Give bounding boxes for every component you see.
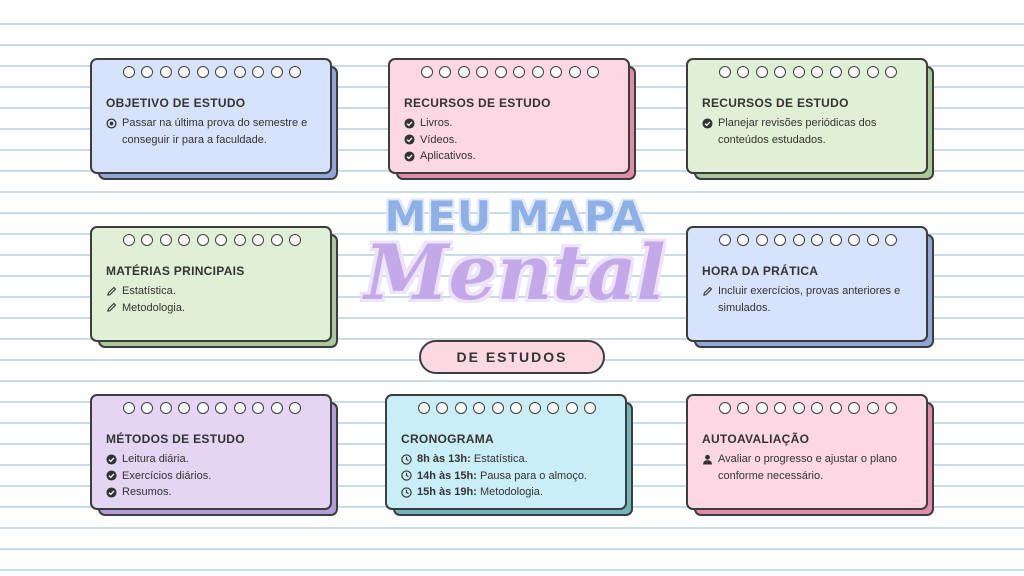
card-title: MÉTODOS DE ESTUDO <box>106 432 245 446</box>
list-item: Vídeos. <box>404 132 616 149</box>
spiral-rings <box>404 66 616 82</box>
check-circle-icon <box>106 487 117 498</box>
card-face <box>90 58 332 174</box>
card-face <box>90 394 332 510</box>
card-title: HORA DA PRÁTICA <box>702 264 819 278</box>
card-title: CRONOGRAMA <box>401 432 494 446</box>
card-items <box>106 451 318 501</box>
card-cronograma <box>385 394 627 510</box>
card-title: RECURSOS DE ESTUDO <box>702 96 849 110</box>
pencil-icon <box>106 286 117 297</box>
card-items <box>106 115 318 148</box>
card-items <box>404 115 616 165</box>
card-face <box>686 58 928 174</box>
title-mental: Mental <box>364 228 666 317</box>
list-item: Exercícios diários. <box>106 468 318 485</box>
spiral-rings <box>702 66 914 82</box>
check-circle-icon <box>106 454 117 465</box>
target-icon <box>106 118 117 129</box>
card-title: AUTOAVALIAÇÃO <box>702 432 810 446</box>
check-circle-icon <box>404 118 415 129</box>
subtitle-pill: DE ESTUDOS <box>419 340 605 374</box>
list-item: Planejar revisões periódicas dos conteúdos estudados. <box>702 115 914 148</box>
check-circle-icon <box>106 470 117 481</box>
card-title: MATÉRIAS PRINCIPAIS <box>106 264 245 278</box>
check-circle-icon <box>404 151 415 162</box>
card-face <box>686 226 928 342</box>
card-materias <box>90 226 332 342</box>
clock-icon <box>401 487 412 498</box>
card-items <box>702 451 914 484</box>
list-item: 15h às 19h: Metodologia. <box>401 484 613 501</box>
spiral-rings <box>106 66 318 82</box>
list-item: Passar na última prova do semestre e conseguir ir para a faculdade. <box>106 115 318 148</box>
card-title: RECURSOS DE ESTUDO <box>404 96 551 110</box>
card-face <box>686 394 928 510</box>
card-pratica <box>686 226 928 342</box>
card-revisoes <box>686 58 928 174</box>
check-circle-icon <box>404 134 415 145</box>
list-item: Resumos. <box>106 484 318 501</box>
card-face <box>388 58 630 174</box>
spiral-rings <box>702 402 914 418</box>
card-title: OBJETIVO DE ESTUDO <box>106 96 246 110</box>
card-face <box>385 394 627 510</box>
card-autoavaliacao <box>686 394 928 510</box>
card-metodos <box>90 394 332 510</box>
list-item: 14h às 15h: Pausa para o almoço. <box>401 468 613 485</box>
check-circle-icon <box>702 118 713 129</box>
person-icon <box>702 454 713 465</box>
spiral-rings <box>702 234 914 250</box>
title-meu-mapa: MEU MAPA <box>384 192 646 241</box>
spiral-rings <box>106 402 318 418</box>
list-item: Avaliar o progresso e ajustar o plano conforme necessário. <box>702 451 914 484</box>
list-item: Metodologia. <box>106 300 318 317</box>
card-items <box>106 283 318 316</box>
card-items <box>702 283 914 316</box>
list-item: Incluir exercícios, provas anteriores e simulados. <box>702 283 914 316</box>
clock-icon <box>401 470 412 481</box>
card-objetivo <box>90 58 332 174</box>
clock-icon <box>401 454 412 465</box>
list-item: Leitura diária. <box>106 451 318 468</box>
list-item: Livros. <box>404 115 616 132</box>
card-recursos <box>388 58 630 174</box>
list-item: Aplicativos. <box>404 148 616 165</box>
list-item: 8h às 13h: Estatística. <box>401 451 613 468</box>
card-items <box>702 115 914 148</box>
card-face <box>90 226 332 342</box>
list-item: Estatística. <box>106 283 318 300</box>
spiral-rings <box>106 234 318 250</box>
spiral-rings <box>401 402 613 418</box>
pencil-icon <box>106 302 117 313</box>
pencil-icon <box>702 286 713 297</box>
card-items <box>401 451 613 501</box>
